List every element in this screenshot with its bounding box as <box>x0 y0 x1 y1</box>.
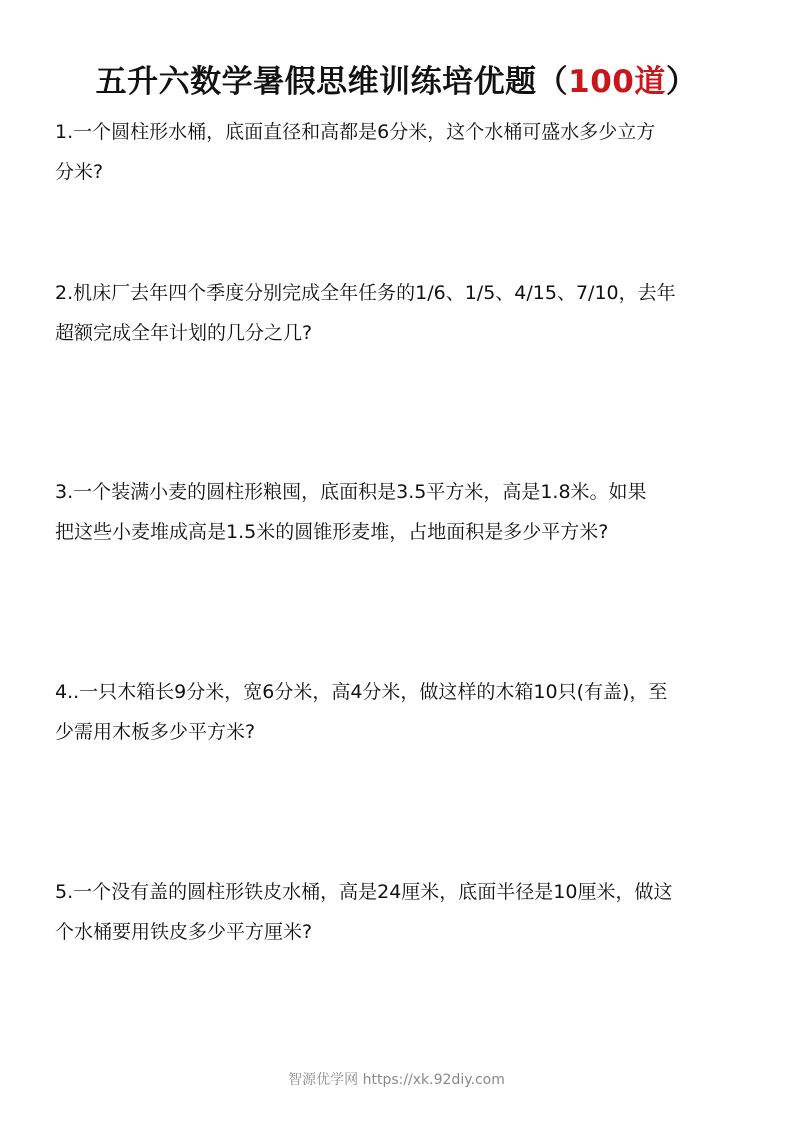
question-5-line-1: 5.一个没有盖的圆柱形铁皮水桶，高是24厘米，底面半径是10厘米，做这 <box>55 881 673 903</box>
question-1 <box>55 112 745 192</box>
question-3 <box>55 472 745 552</box>
question-2 <box>55 273 745 353</box>
question-5-line-2: 个水桶要用铁皮多少平方厘米? <box>55 921 313 943</box>
title-prefix: 五升六数学暑假思维训练培优题（ <box>95 64 569 100</box>
question-4 <box>55 672 745 752</box>
question-3-line-2: 把这些小麦堆成高是1.5米的圆锥形麦堆，占地面积是多少平方米? <box>55 521 609 543</box>
question-2-line-1: 2.机床厂去年四个季度分别完成全年任务的1/6、1/5、4/15、7/10，去年 <box>55 282 676 304</box>
page-title <box>0 58 793 106</box>
title-suffix: ） <box>665 64 698 100</box>
footer-watermark: 智源优学网 https://xk.92diy.com <box>288 1072 505 1088</box>
question-5 <box>55 872 745 952</box>
question-3-line-1: 3.一个装满小麦的圆柱形粮囤，底面积是3.5平方米，高是1.8米。如果 <box>55 481 647 503</box>
question-2-line-2: 超额完成全年计划的几分之几? <box>55 322 313 344</box>
question-1-line-1: 1.一个圆柱形水桶，底面直径和高都是6分米，这个水桶可盛水多少立方 <box>55 121 656 143</box>
question-1-line-2: 分米? <box>55 161 104 183</box>
question-4-line-2: 少需用木板多少平方米? <box>55 721 256 743</box>
title-highlight: 100道 <box>568 64 666 100</box>
question-4-line-1: 4..一只木箱长9分米，宽6分米，高4分米，做这样的木箱10只(有盖)，至 <box>55 681 668 703</box>
